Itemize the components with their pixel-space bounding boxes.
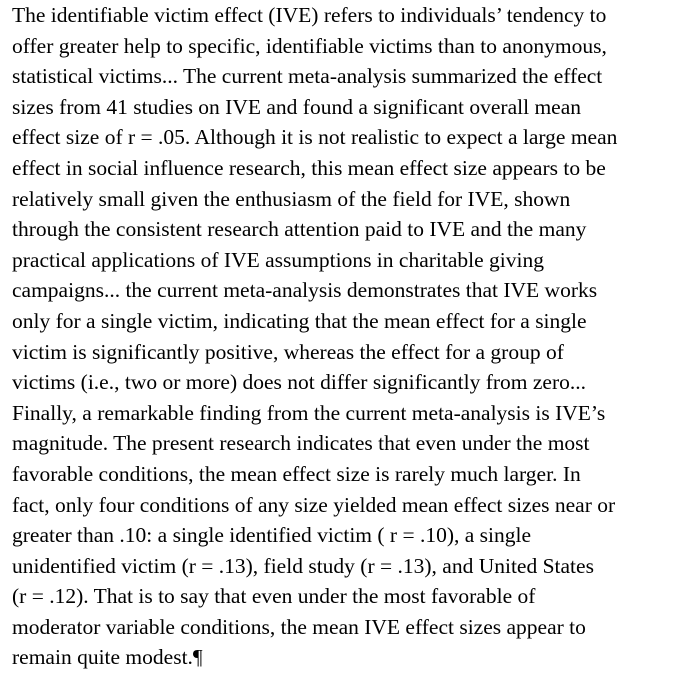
text-line: fact, only four conditions of any size yielded mean effect sizes near or — [12, 492, 616, 517]
text-line: favorable conditions, the mean effect size is rarely much larger. In — [12, 461, 581, 486]
text-line: Finally, a remarkable finding from the current meta-analysis is IVE’s — [12, 400, 606, 425]
text-line: victim is significantly positive, whereas the effect for a group of — [12, 339, 564, 364]
text-line: greater than .10: a single identified victim ( r = .10), a single — [12, 523, 532, 548]
text-line: only for a single victim, indicating that the mean effect for a single — [12, 308, 587, 333]
text-line: through the consistent research attention paid to IVE and the many — [12, 217, 587, 242]
text-line: unidentified victim (r = .13), field study (r = .13), and United States — [12, 553, 594, 578]
text-line: effect in social influence research, this mean effect size appears to be — [12, 155, 606, 180]
text-line: remain quite modest.¶ — [12, 645, 203, 670]
text-line: The identifiable victim effect (IVE) refers to individuals’ tendency to — [12, 3, 607, 27]
paragraph — [12, 0, 672, 673]
text-line: victims (i.e., two or more) does not differ significantly from zero... — [12, 370, 586, 395]
text-line: magnitude. The present research indicates that even under the most — [12, 431, 590, 456]
text-line: (r = .12). That is to say that even under the most favorable of — [12, 584, 536, 609]
text-line: moderator variable conditions, the mean IVE effect sizes appear to — [12, 614, 586, 639]
text-line: campaigns... the current meta-analysis demonstrates that IVE works — [12, 278, 598, 303]
text-line: effect size of r = .05. Although it is not realistic to expect a large mean — [12, 125, 618, 150]
text-line: practical applications of IVE assumptions in charitable giving — [12, 247, 544, 272]
text-line: statistical victims... The current meta-analysis summarized the effect — [12, 64, 603, 89]
text-line: relatively small given the enthusiasm of the field for IVE, shown — [12, 186, 571, 211]
text-line: sizes from 41 studies on IVE and found a significant overall mean — [12, 94, 582, 119]
text-line: offer greater help to specific, identifiable victims than to anonymous, — [12, 33, 607, 58]
